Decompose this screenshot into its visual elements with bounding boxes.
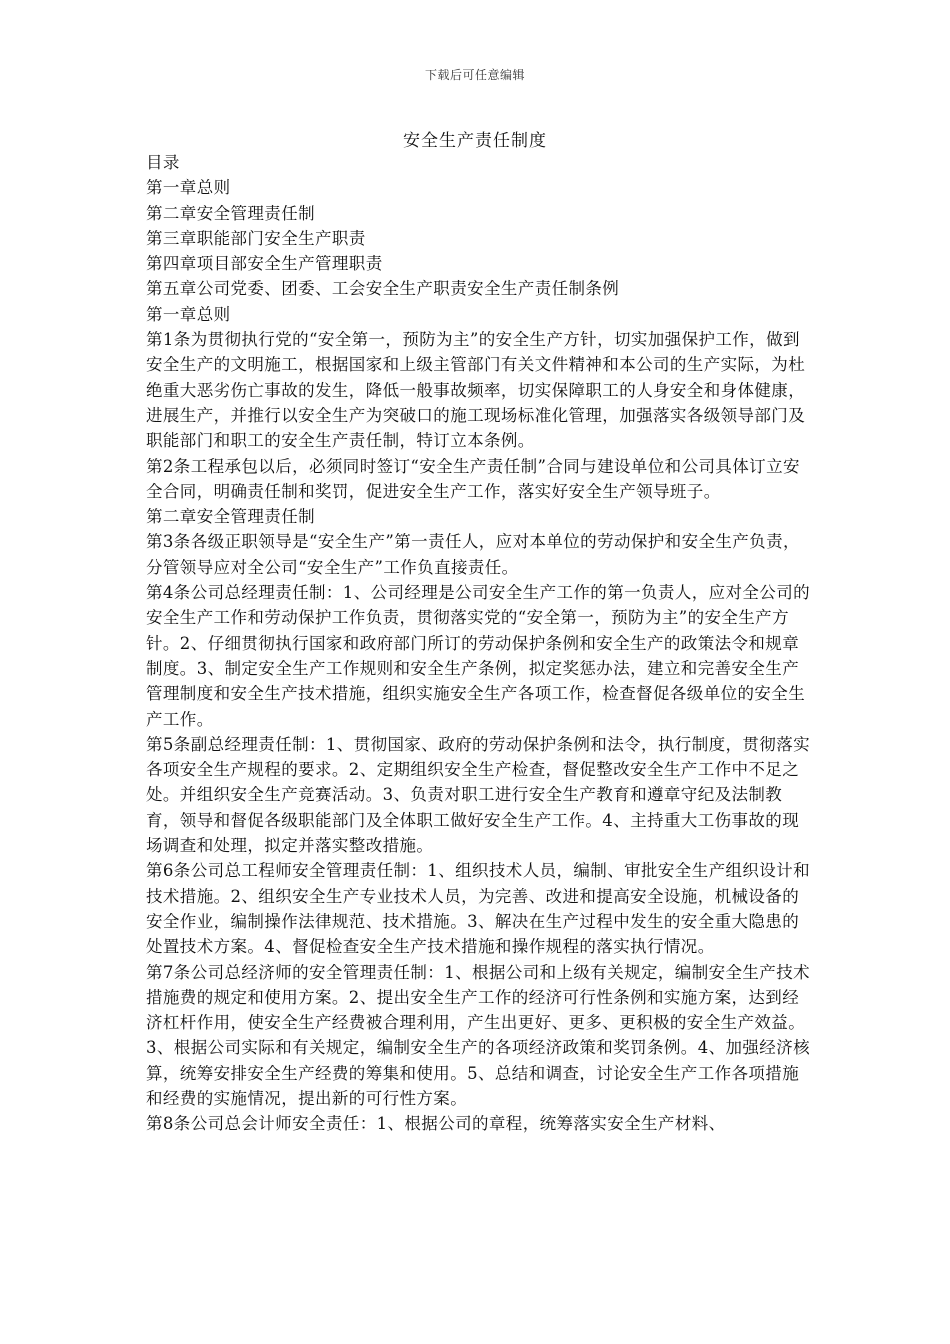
article-paragraph: 第5条副总经理责任制：1、贯彻国家、政府的劳动保护条例和法令，执行制度，贯彻落实各项安全生产规程的要求。2、定期组织安全生产检查，督促整改安全生产工作中不足之处。并组织安全生产竞赛活动。3、负责对职工进行安全生产教育和遵章守纪及法制教育，领导和督促各级职能部门及全体职工做好安全生产工作。4、主持重大工伤事故的现场调查和处理，拟定并落实整改措施。 [146,734,810,856]
article-paragraph: 第4条公司总经理责任制：1、公司经理是公司安全生产工作的第一负责人，应对全公司的安全生产工作和劳动保护工作负责，贯彻落实党的“安全第一，预防为主”的安全生产方针。2、仔细贯彻执行国家和政府部门所订的劳动保护条例和安全生产的政策法令和规章制度。3、制定安全生产工作规则和安全生产条例，拟定奖惩办法，建立和完善安全生产管理制度和安全生产技术措施，组织实施安全生产各项工作，检查督促各级单位的安全生产工作。 [146,583,810,729]
toc-item: 第五章公司党委、团委、工会安全生产职责安全生产责任制条例 [146,279,620,299]
document-body [146,150,810,1137]
toc-item: 第一章总则 [146,178,231,198]
article-paragraph: 第7条公司总经济师的安全管理责任制：1、根据公司和上级有关规定，编制安全生产技术措施费的规定和使用方案。2、提出安全生产工作的经济可行性条例和实施方案，达到经济杠杆作用，使安全生产经费被合理利用，产生出更好、更多、更积极的安全生产效益。3、根据公司实际和有关规定，编制安全生产的各项经济政策和奖罚条例。4、加强经济核算，统筹安排安全生产经费的筹集和使用。5、总结和调查，讨论安全生产工作各项措施和经费的实施情况，提出新的可行性方案。 [146,962,810,1108]
document-title: 安全生产责任制度 [403,131,547,151]
header-note: 下载后可任意编辑 [424,68,525,82]
article-paragraph: 第1条为贯彻执行党的“安全第一，预防为主”的安全生产方针，切实加强保护工作，做到安全生产的文明施工，根据国家和上级主管部门有关文件精神和本公司的生产实际，为杜绝重大恶劣伤亡事故的发生，降低一般事故频率，切实保障职工的人身安全和身体健康，进展生产，并推行以安全生产为突破口的施工现场标准化管理，加强落实各级领导部门及职能部门和职工的安全生产责任制，特订立本条例。 [146,330,806,451]
article-paragraph: 第8条公司总会计师安全责任：1、根据公司的章程，统筹落实安全生产材料、 [146,1114,726,1134]
toc-item: 第二章安全管理责任制 [146,203,315,223]
toc-heading: 目录 [146,153,180,172]
article-paragraph: 第2条工程承包以后，必须同时签订“安全生产责任制”合同与建设单位和公司具体订立安全合同，明确责任制和奖罚，促进安全生产工作，落实好安全生产领导班子。 [146,456,800,501]
chapter-heading: 第二章安全管理责任制 [146,507,315,527]
article-paragraph: 第3条各级正职领导是“安全生产”第一责任人，应对本单位的劳动保护和安全生产负责，分管领导应对全公司“安全生产”工作负直接责任。 [146,532,800,577]
chapter-heading: 第一章总则 [146,304,231,324]
article-paragraph: 第6条公司总工程师安全管理责任制：1、组织技术人员，编制、审批安全生产组织设计和技术措施。2、组织安全生产专业技术人员，为完善、改进和提高安全设施，机械设备的安全作业，编制操作法律规范、技术措施。3、解决在生产过程中发生的安全重大隐患的处置技术方案。4、督促检查安全生产技术措施和操作规程的落实执行情况。 [146,861,810,957]
toc-item: 第四章项目部安全生产管理职责 [146,254,383,274]
toc-item: 第三章职能部门安全生产职责 [146,228,366,248]
